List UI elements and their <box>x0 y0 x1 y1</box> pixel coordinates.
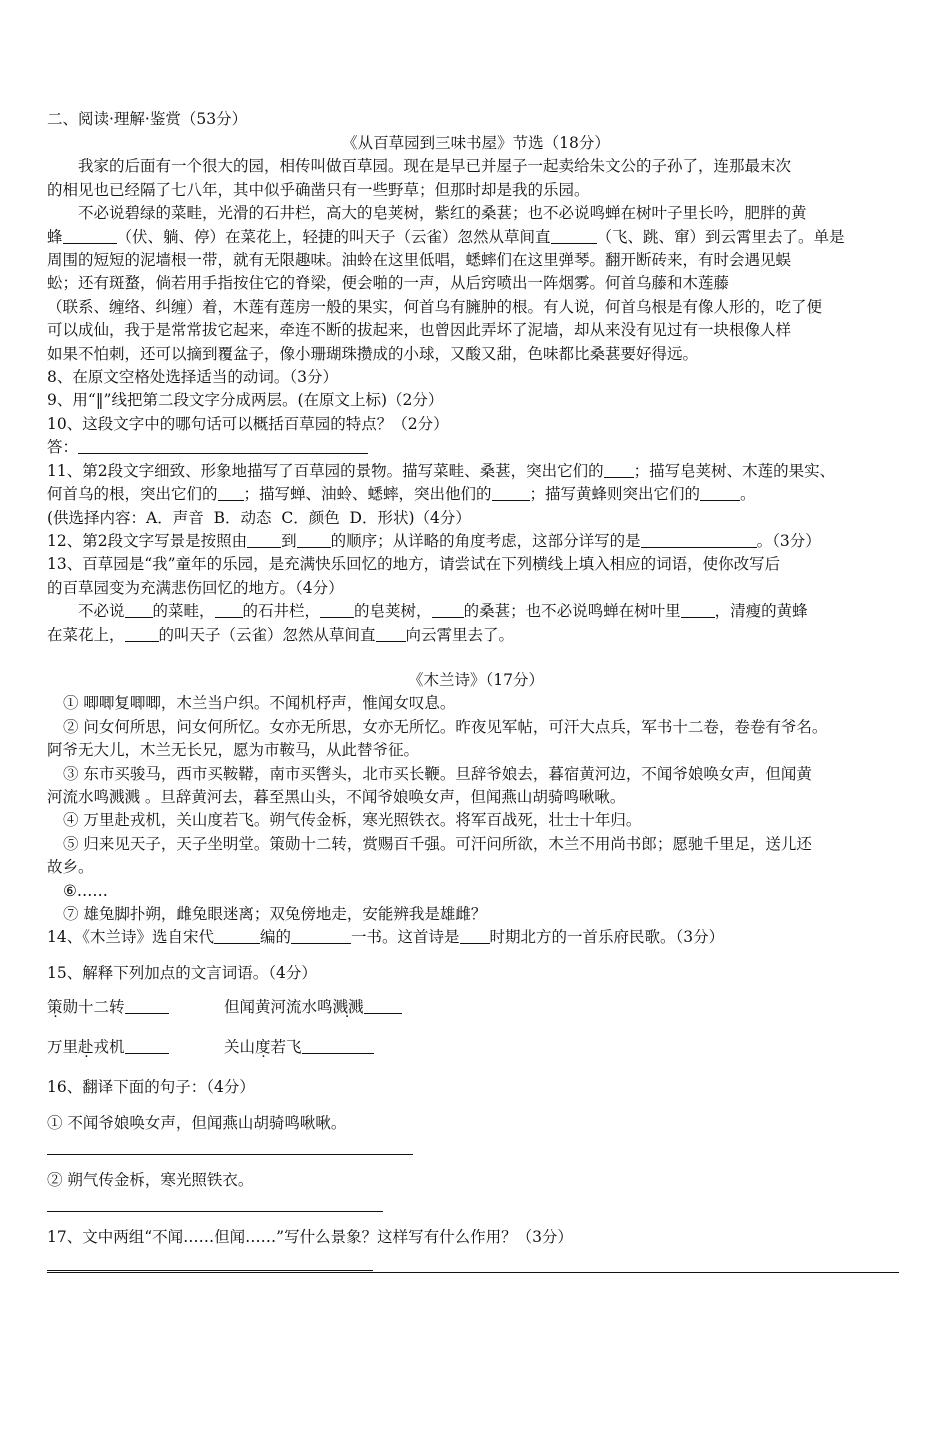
passage2-title: 《木兰诗》（17分） <box>408 670 544 689</box>
text: 的皂荚树， <box>354 602 432 621</box>
passage1-para2-line4: 蚣；还有斑蝥，倘若用手指按住它的脊梁，便会啪的一声，从后窍喷出一阵烟雾。何首乌藤和木莲藤 <box>47 274 730 293</box>
question-13-line4 <box>47 624 905 647</box>
passage1-para1-line1: 我家的后面有一个很大的园，相传叫做百草园。现在是早已并屋子一起卖给朱文公的子孙了，连那最末次 <box>78 157 792 176</box>
passage1-para2-line3: 周围的短短的泥墙根一带，就有无限趣味。油蛉在这里低唱，蟋蟀们在这里弹琴。翻开断砖来，有时会遇见蜈 <box>47 251 792 270</box>
passage1-para1-line2: 的相见也已经隔了七八年，其中似乎确凿只有一些野草；但那时却是我的乐园。 <box>47 180 590 199</box>
blank[interactable] <box>125 1037 169 1054</box>
question-15-row2 <box>47 1036 905 1060</box>
question-16-sentence2: ② 朔气传金柝，寒光照铁衣。 <box>47 1171 254 1190</box>
poem-stanza-3-line2: 河流水鸣溅溅 。旦辞黄河去，暮至黑山头，不闻爷娘唤女声，但闻燕山胡骑鸣啾啾。 <box>47 787 626 806</box>
question-15-row1 <box>47 996 905 1020</box>
text: 11、第2段文字细致、形象地描写了百草园的景物。描写菜畦、桑葚，突出它们的 <box>47 461 604 480</box>
blank[interactable] <box>641 531 757 548</box>
blank[interactable] <box>291 927 351 944</box>
passage1-title: 《从百草园到三味书屋》节选（18分） <box>342 134 610 152</box>
question-9: 9、用“‖”线把第二段文字分成两层。(在原文上标)（2分） <box>47 391 444 410</box>
answer-line-16-2[interactable] <box>47 1211 383 1212</box>
blank[interactable] <box>247 531 281 548</box>
poem-stanza-6: ⑥…… <box>63 881 108 900</box>
text: 万里 <box>47 1038 79 1057</box>
blank[interactable] <box>214 927 260 944</box>
question-13-line3 <box>47 600 905 623</box>
question-15: 15、解释下列加点的文言词语。（4分） <box>47 964 317 983</box>
poem-stanza-4: ④ 万里赴戎机，关山度若飞。朔气传金柝，寒光照铁衣。将军百战死，壮士十年归。 <box>63 811 642 830</box>
blank[interactable] <box>460 927 490 944</box>
text: 的叫天子（云雀）忽然从草间直 <box>158 625 376 644</box>
poem-stanza-7: ⑦ 雄兔脚扑朔，雌兔眼迷离；双兔傍地走，安能辨我是雄雌？ <box>63 905 487 923</box>
answer-label: 答： <box>47 438 79 457</box>
blank[interactable] <box>320 601 354 618</box>
text: 但闻黄河流水鸣 <box>224 998 333 1017</box>
blank[interactable] <box>297 531 331 548</box>
spacer <box>47 647 905 669</box>
text: 勋十二转 <box>62 998 125 1017</box>
exam-page <box>47 108 905 1273</box>
text: 的桑葚；也不必说鸣蝉在树叶里 <box>463 602 681 621</box>
blank[interactable] <box>125 997 169 1014</box>
question-10-answer <box>47 436 905 459</box>
text: 关山 <box>224 1038 256 1057</box>
poem-stanza-5-line2: 故乡。 <box>47 858 94 877</box>
text: 。（3分） <box>756 531 821 550</box>
poem-stanza-5-line1: ⑤ 归来见天子，天子坐明堂。策勋十二转，赏赐百千强。可汗问所欲，木兰不用尚书郎；愿驰千里足，送儿还 <box>63 834 812 853</box>
text: 14、《木兰诗》选自宋代 <box>47 928 214 947</box>
dotted-char: 赴 <box>78 1038 94 1057</box>
poem-stanza-3-line1: ③ 东市买骏马，西市买鞍鞯，南市买辔头，北市买长鞭。旦辞爷娘去，暮宿黄河边，不闻爷娘唤女声，但闻黄 <box>63 764 812 783</box>
poem-stanza-2-line1: ② 问女何所思，问女何所忆。女亦无所思，女亦无所忆。昨夜见军帖，可汗大点兵，军书十二卷，卷卷有爷名。 <box>63 717 828 736</box>
dotted-char: 度 <box>255 1038 271 1057</box>
text: 戎机 <box>93 1038 125 1057</box>
blank[interactable] <box>218 484 244 501</box>
question-11-line2 <box>47 483 905 506</box>
blank[interactable] <box>125 601 153 618</box>
text: 若飞 <box>270 1038 302 1057</box>
blank[interactable] <box>302 1037 374 1054</box>
blank[interactable] <box>215 601 243 618</box>
text: ；描写皂荚树、木莲的果实、 <box>633 461 836 480</box>
item <box>47 996 224 1019</box>
text: ；描写黄蜂则突出它们的 <box>529 485 701 504</box>
text: 的石井栏， <box>242 602 321 621</box>
blank[interactable] <box>364 997 402 1014</box>
section-title: 二、阅读·理解·鉴赏（53分） <box>47 110 248 128</box>
text: 不必说 <box>78 602 125 621</box>
text: 何首乌的根，突出它们的 <box>47 485 218 504</box>
question-12 <box>47 530 905 553</box>
poem-stanza-2-line2: 阿爷无大儿，木兰无长兄，愿为市鞍马，从此替爷征。 <box>47 741 420 760</box>
item <box>224 1038 374 1056</box>
text: ，清瘦的黄蜂 <box>714 602 808 621</box>
passage1-para2-line5: （联系、缠络、纠缠）着，木莲有莲房一般的果实，何首乌有臃肿的根。有人说，何首乌根是有像人形的，吃了便 <box>47 297 823 316</box>
question-13-line2: 的百草园变为充满悲伤回忆的地方。（4分） <box>47 578 344 597</box>
question-11-line1 <box>47 460 905 483</box>
passage1-para2-line6: 可以成仙，我于是常常拔它起来，牵连不断的拔起来，也曾因此弄坏了泥墙，却从来没有见过有一块根像人样 <box>47 321 792 340</box>
blank[interactable] <box>700 484 740 501</box>
text: 到 <box>281 531 297 550</box>
question-8: 8、在原文空格处选择适当的动词。（3分） <box>47 368 338 387</box>
question-10: 10、这段文字中的哪句话可以概括百草园的特点？（2分） <box>47 414 449 433</box>
blank[interactable] <box>376 625 406 642</box>
blank[interactable] <box>492 484 530 501</box>
text: 一书。这首诗是 <box>351 928 460 947</box>
text: 在菜花上， <box>47 625 125 644</box>
text: 的菜畦， <box>152 602 215 621</box>
text: 的顺序；从详略的角度考虑，这部分详写的是 <box>330 531 641 550</box>
answer-line-16-1[interactable] <box>47 1154 413 1155</box>
passage1-para2-line1: 不必说碧绿的菜畦，光滑的石井栏，高大的皂荚树，紫红的桑葚；也不必说鸣蝉在树叶子里长吟，肥胖的黄 <box>78 204 807 223</box>
answer-line-17-b[interactable] <box>47 1272 899 1273</box>
question-16-sentence1: ① 不闻爷娘唤女声，但闻燕山胡骑鸣啾啾。 <box>47 1114 347 1133</box>
blank[interactable] <box>125 625 159 642</box>
question-16: 16、翻译下面的句子：（4分） <box>47 1078 255 1097</box>
answer-blank[interactable] <box>78 437 368 454</box>
text: 时期北方的一首乐府民歌。（3分） <box>489 928 725 947</box>
text: 蜂 <box>47 227 63 246</box>
blank-verb-2[interactable] <box>551 227 597 244</box>
answer-line-17-a[interactable] <box>47 1270 373 1271</box>
text: 向云霄里去了。 <box>405 625 515 644</box>
question-14 <box>47 926 905 952</box>
text: ；描写蝉、油蛉、蟋蟀，突出他们的 <box>243 485 492 504</box>
passage1-para2-line7: 如果不怕刺，还可以摘到覆盆子，像小珊瑚珠攒成的小球，又酸又甜，色味都比桑葚要好得远。 <box>47 344 699 363</box>
question-11-options: (供选择内容：A．声音 B．动态 C．颜色 D．形状)（4分） <box>47 508 471 527</box>
blank[interactable] <box>604 461 634 478</box>
text: （飞、跳、窜）到云霄里去了。单是 <box>596 227 845 246</box>
item <box>47 1036 224 1059</box>
blank[interactable] <box>432 601 464 618</box>
text: 12、第2段文字写景是按照由 <box>47 531 248 550</box>
text: （伏、躺、停）在菜花上，轻捷的叫天子（云雀）忽然从草间直 <box>116 227 551 246</box>
question-13-line1: 13、百草园是“我”童年的乐园，是充满快乐回忆的地方，请尝试在下列横线上填入相应的词语，使你改写后 <box>47 555 781 574</box>
text: 。 <box>740 485 756 504</box>
item <box>224 998 402 1016</box>
dotted-chars: 溅溅 <box>332 998 364 1017</box>
blank-verb-1[interactable] <box>63 227 117 244</box>
dotted-char: 策 <box>47 998 63 1017</box>
blank[interactable] <box>681 601 715 618</box>
poem-stanza-1: ① 唧唧复唧唧，木兰当户织。不闻机杼声，惟闻女叹息。 <box>63 694 456 713</box>
text: 编的 <box>259 928 291 947</box>
passage1-para2-line2 <box>47 226 905 249</box>
question-17: 17、文中两组“不闻……但闻……”写什么景象？这样写有什么作用？（3分） <box>47 1228 573 1247</box>
